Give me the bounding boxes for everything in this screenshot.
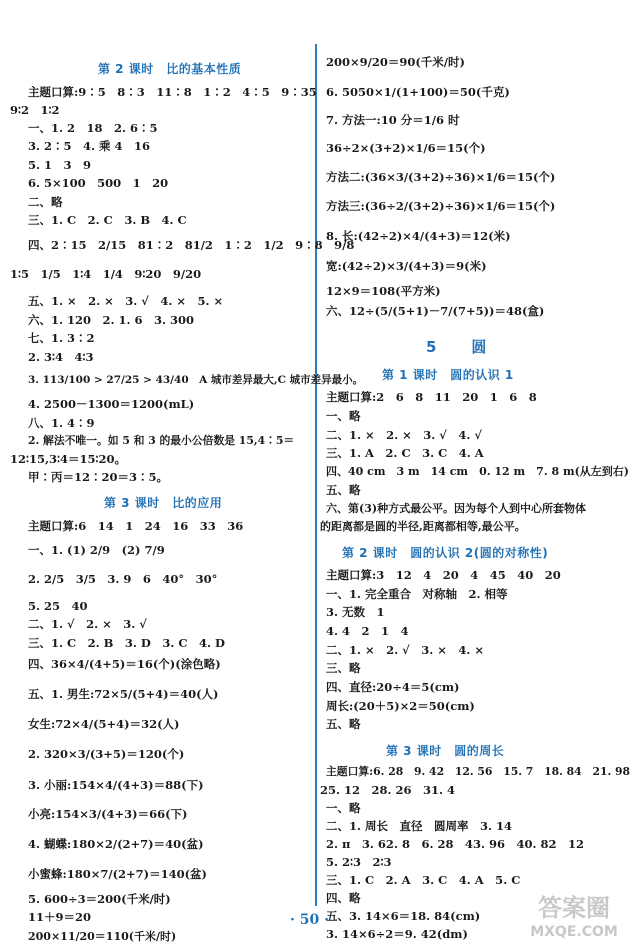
answer-line: 2. 解法不唯一。如 5 和 3 的最小公倍数是 15,4∶5＝ — [28, 434, 295, 447]
answer-line: 3. 14×6÷2＝9. 42(dm) — [326, 927, 468, 941]
answer-line: 四、40 cm 3 m 14 cm 0. 12 m 7. 8 m(从左到右) — [326, 465, 630, 478]
answer-line: 5. 2∶3 2∶3 — [326, 855, 392, 869]
answer-line: 4. 蝴蝶:180×2/(2+7)＝40(盆) — [28, 837, 204, 851]
section-heading: 第 3 课时 比的应用 — [104, 496, 223, 510]
answer-line: 7. 方法一:10 分＝1/6 时 — [326, 113, 460, 127]
answer-line: 一、1. 完全重合 对称轴 2. 相等 — [326, 587, 508, 601]
watermark-logo — [518, 888, 630, 942]
answer-line: 四、2∶15 2/15 81∶2 81/2 1∶2 1/2 9∶8 9/8 — [28, 238, 355, 252]
watermark-text-bottom: MXQE.COM — [530, 924, 618, 940]
answer-line: 女生:72×4/(5+4)＝32(人) — [28, 717, 180, 731]
answer-line: 主题口算:9∶5 8∶3 11∶8 1∶2 4∶5 9∶35 — [28, 85, 317, 99]
answer-line: 三、略 — [326, 661, 361, 675]
answer-line: 主题口算:6 14 1 24 16 33 36 — [28, 519, 244, 533]
answer-line: 宽:(42÷2)×3/(4+3)＝9(米) — [326, 259, 487, 273]
section-heading: 第 2 课时 比的基本性质 — [98, 62, 242, 76]
answer-line: 主题口算:6. 28 9. 42 12. 56 15. 7 18. 84 21. 98 — [326, 765, 631, 778]
answer-line: 五、略 — [326, 483, 361, 497]
answer-line: 方法二:(36×3/(3+2)÷36)×1/6＝15(个) — [326, 170, 556, 184]
answer-line: 二、略 — [28, 195, 63, 209]
answer-line: 小蜜蜂:180×7/(2+7)＝140(盆) — [28, 867, 207, 881]
answer-line: 三、1. C 2. B 3. D 3. C 4. D — [28, 636, 226, 650]
answer-line: 3. 无数 1 — [326, 605, 385, 619]
answer-line: 小亮:154×3/(4+3)＝66(下) — [28, 807, 188, 821]
answer-line: 八、1. 4∶9 — [28, 416, 95, 430]
answer-line: 12×9＝108(平方米) — [326, 284, 441, 298]
answer-line: 200×11/20＝110(千米/时) — [28, 930, 177, 943]
answer-line: 六、1. 120 2. 1. 6 3. 300 — [28, 313, 195, 327]
answer-line: 四、36×4/(4+5)＝16(个)(涂色略) — [28, 657, 221, 671]
answer-line: 五、1. 男生:72×5/(5+4)＝40(人) — [28, 687, 219, 701]
answer-line: 一、1. 2 18 2. 6∶5 — [28, 121, 158, 135]
answer-line: 5. 1 3 9 — [28, 158, 92, 172]
answer-line: 二、1. × 2. √ 3. × 4. × — [326, 643, 485, 657]
answer-line: 甲∶丙＝12∶20＝3∶5。 — [28, 470, 169, 484]
answer-line: 方法三:(36÷2/(3+2)÷36)×1/6＝15(个) — [326, 199, 556, 213]
answer-line: 的距离都是圆的半径,距离都相等,最公平。 — [320, 520, 526, 533]
answer-line: 四、略 — [326, 891, 361, 905]
column-divider — [315, 44, 317, 906]
unit-heading: 5 圆 — [426, 338, 497, 356]
answer-line: 六、12÷(5/(5+1)－7/(7+5))＝48(盒) — [326, 304, 545, 318]
answer-line: 五、1. × 2. × 3. √ 4. × 5. × — [28, 294, 224, 308]
section-heading: 第 3 课时 圆的周长 — [386, 744, 505, 758]
answer-line: 4. 2500－1300＝1200(mL) — [28, 397, 195, 411]
answer-line: 二、1. √ 2. × 3. √ — [28, 617, 147, 631]
answer-line: 1∶5 1/5 1∶4 1/4 9∶20 9/20 — [10, 267, 202, 281]
answer-line: 一、1. (1) 2/9 (2) 7/9 — [28, 543, 165, 557]
answer-line: 3. 2∶5 4. 乘 4 16 — [28, 139, 151, 153]
answer-line: 8. 长:(42÷2)×4/(4+3)＝12(米) — [326, 229, 511, 243]
page-number: · 50 · — [290, 912, 329, 928]
answer-line: 4. 4 2 1 4 — [326, 624, 409, 638]
answer-line: 5. 25 40 — [28, 599, 88, 613]
answer-line: 11＋9＝20 — [28, 910, 92, 924]
answer-line: 9∶2 1∶2 — [10, 103, 60, 117]
answer-line: 2. π 3. 62. 8 6. 28 43. 96 40. 82 12 — [326, 837, 584, 851]
answer-line: 一、略 — [326, 801, 361, 815]
answer-line: 3. 113/100 > 27/25 > 43/40 A 城市差异最大,C 城市差异最小。 — [28, 374, 364, 386]
section-heading: 第 1 课时 圆的认识 1 — [382, 368, 514, 382]
section-heading: 第 2 课时 圆的认识 2(圆的对称性) — [342, 546, 549, 560]
answer-line: 主题口算:3 12 4 20 4 45 40 20 — [326, 568, 561, 582]
answer-line: 3. 小丽:154×4/(4+3)＝88(下) — [28, 778, 204, 792]
answer-line: 6. 5050×1/(1+100)＝50(千克) — [326, 85, 510, 99]
answer-line: 七、1. 3∶2 — [28, 331, 95, 345]
answer-line: 200×9/20＝90(千米/时) — [326, 55, 465, 69]
answer-line: 二、1. 周长 直径 圆周率 3. 14 — [326, 819, 513, 833]
watermark-text-top: 答案圈 — [538, 894, 610, 922]
answer-line: 五、3. 14×6＝18. 84(cm) — [326, 909, 481, 923]
answer-line: 一、略 — [326, 409, 361, 423]
answer-line: 四、直径:20÷4＝5(cm) — [326, 680, 460, 694]
answer-line: 五、略 — [326, 717, 361, 731]
answer-line: 周长:(20＋5)×2＝50(cm) — [326, 699, 475, 713]
answer-line: 25. 12 28. 26 31. 4 — [320, 783, 456, 797]
answer-line: 2. 2/5 3/5 3. 9 6 40° 30° — [28, 572, 218, 586]
answer-line: 36÷2×(3+2)×1/6＝15(个) — [326, 141, 486, 155]
answer-line: 六、第(3)种方式最公平。因为每个人到中心所套物体 — [326, 502, 587, 515]
answer-line: 2. 3∶4 4∶3 — [28, 350, 94, 364]
answer-line: 6. 5×100 500 1 20 — [28, 176, 169, 190]
answer-line: 三、1. A 2. C 3. C 4. A — [326, 446, 484, 460]
answer-line: 5. 600÷3＝200(千米/时) — [28, 892, 171, 906]
answer-line: 三、1. C 2. C 3. B 4. C — [28, 213, 187, 227]
answer-line: 主题口算:2 6 8 11 20 1 6 8 — [326, 390, 537, 404]
answer-line: 三、1. C 2. A 3. C 4. A 5. C — [326, 873, 521, 887]
answer-line: 12∶15,3∶4＝15∶20。 — [10, 452, 126, 466]
answer-line: 二、1. × 2. × 3. √ 4. √ — [326, 428, 482, 442]
answer-line: 2. 320×3/(3+5)＝120(个) — [28, 747, 185, 761]
